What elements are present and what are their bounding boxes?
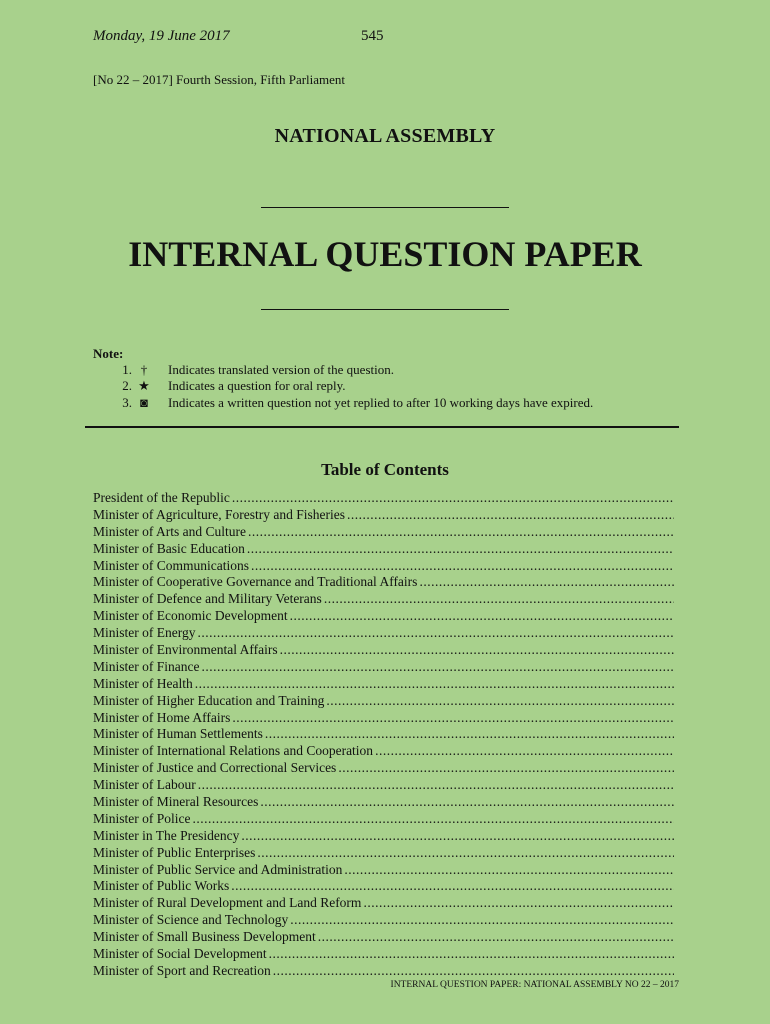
page-footer: INTERNAL QUESTION PAPER: NATIONAL ASSEMBLY NO 22 – 2017 [390,980,679,990]
note-number: 3. [122,395,132,410]
toc-entry[interactable] [93,845,674,862]
toc-leader-dots [344,862,674,879]
toc-leader-dots [326,693,674,710]
toc-entry[interactable] [93,558,674,575]
toc-entry-label: Minister of Small Business Development [93,929,316,945]
toc-entry-label: Minister of Environmental Affairs [93,642,278,658]
toc-leader-dots [193,811,675,828]
toc-leader-dots [338,760,674,777]
note-label: Note: [93,346,124,361]
toc-entry-label: Minister in The Presidency [93,827,240,843]
toc-leader-dots [247,541,674,558]
top-divider [261,207,509,208]
note-text: Indicates a written question not yet replied to after 10 working days have expired. [168,395,594,410]
toc-leader-dots [260,794,674,811]
session-line: [No 22 – 2017] Fourth Session, Fifth Parliament [93,72,346,87]
toc-entry[interactable] [93,794,674,811]
toc-leader-dots [241,828,674,845]
toc-entry[interactable] [93,591,674,608]
toc-leader-dots [201,659,674,676]
toc-entry-label: Minister of Higher Education and Training [93,692,325,708]
toc-entry[interactable] [93,963,674,980]
toc-entry[interactable] [93,625,674,642]
toc-entry[interactable] [93,878,674,895]
toc-entry-label: Minister of Human Settlements [93,726,263,742]
toc-entry-label: Minister of Justice and Correctional Services [93,760,337,776]
toc-entry[interactable] [93,811,674,828]
toc-entry[interactable] [93,929,674,946]
note-number: 2. [122,378,132,393]
toc-entry-label: Minister of International Relations and Cooperation [93,743,374,759]
toc-title: Table of Contents [321,460,449,479]
toc-entry[interactable] [93,946,674,963]
toc-entry-label: Minister of Communications [93,557,249,573]
square-icon: ◙ [140,395,148,410]
toc-entry[interactable] [93,693,674,710]
page-title: INTERNAL QUESTION PAPER [128,234,642,274]
toc-leader-dots [232,710,674,727]
toc-entry-label: Minister of Sport and Recreation [93,962,271,978]
note-number: 1. [122,362,132,377]
toc-entry-label: Minister of Rural Development and Land Reform [93,895,362,911]
toc-entry[interactable] [93,541,674,558]
toc-entry-label: Minister of Public Works [93,878,230,894]
toc-entry-label: Minister of Cooperative Governance and Traditional Affairs [93,574,418,590]
toc-leader-dots [251,558,674,575]
toc-entry[interactable] [93,743,674,760]
toc-leader-dots [280,642,674,659]
toc-entry-label: Minister of Arts and Culture [93,523,246,539]
toc-entry-label: President of the Republic [93,490,230,505]
toc-leader-dots [290,608,674,625]
section-divider [85,426,679,428]
note-item [112,362,394,378]
toc-entry-label: Minister of Defence and Military Veterans [93,591,322,607]
toc-entry-label: Minister of Mineral Resources [93,794,259,810]
toc-entry[interactable] [93,507,674,524]
toc-leader-dots [269,946,674,963]
toc-entry[interactable] [93,676,674,693]
note-item [112,395,593,411]
toc-leader-dots [257,845,674,862]
table-of-contents [93,490,674,980]
toc-entry[interactable] [93,574,674,591]
toc-entry-label: Minister of Basic Education [93,540,245,556]
toc-entry-label: Minister of Economic Development [93,608,288,624]
toc-leader-dots [273,963,674,980]
star-icon: ★ [138,378,150,393]
toc-leader-dots [232,490,674,507]
toc-entry-label: Minister of Home Affairs [93,709,231,725]
note-text: Indicates a question for oral reply. [168,378,346,393]
toc-entry[interactable] [93,490,674,507]
toc-leader-dots [375,743,674,760]
toc-leader-dots [195,676,674,693]
note-item [112,378,345,394]
header-date: Monday, 19 June 2017 [93,28,230,44]
toc-entry-label: Minister of Police [93,810,191,826]
toc-entry[interactable] [93,912,674,929]
toc-leader-dots [197,625,674,642]
toc-leader-dots [265,726,674,743]
toc-leader-dots [231,878,674,895]
toc-entry[interactable] [93,710,674,727]
toc-entry[interactable] [93,642,674,659]
toc-entry-label: Minister of Science and Technology [93,912,289,928]
toc-entry[interactable] [93,895,674,912]
toc-entry[interactable] [93,608,674,625]
toc-entry[interactable] [93,828,674,845]
toc-leader-dots [248,524,674,541]
toc-entry-label: Minister of Social Development [93,946,267,962]
toc-leader-dots [419,574,674,591]
toc-leader-dots [363,895,674,912]
toc-entry-label: Minister of Energy [93,625,196,641]
bottom-divider [261,309,509,310]
toc-entry-label: Minister of Agriculture, Forestry and Fisheries [93,506,345,522]
toc-entry[interactable] [93,777,674,794]
toc-entry-label: Minister of Public Enterprises [93,844,256,860]
toc-leader-dots [318,929,674,946]
toc-entry[interactable] [93,760,674,777]
note-text: Indicates translated version of the question. [168,362,394,377]
toc-leader-dots [324,591,674,608]
toc-entry-label: Minister of Labour [93,777,196,793]
toc-entry-label: Minister of Health [93,675,193,691]
toc-entry[interactable] [93,726,674,743]
toc-entry[interactable] [93,524,674,541]
toc-leader-dots [198,777,674,794]
page-number: 545 [361,28,384,44]
toc-entry-label: Minister of Public Service and Administration [93,861,343,877]
assembly-heading: NATIONAL ASSEMBLY [274,125,496,147]
toc-entry[interactable] [93,862,674,879]
dagger-icon: † [140,362,148,377]
toc-entry-label: Minister of Finance [93,658,200,674]
toc-leader-dots [347,507,674,524]
toc-leader-dots [290,912,674,929]
toc-entry[interactable] [93,659,674,676]
